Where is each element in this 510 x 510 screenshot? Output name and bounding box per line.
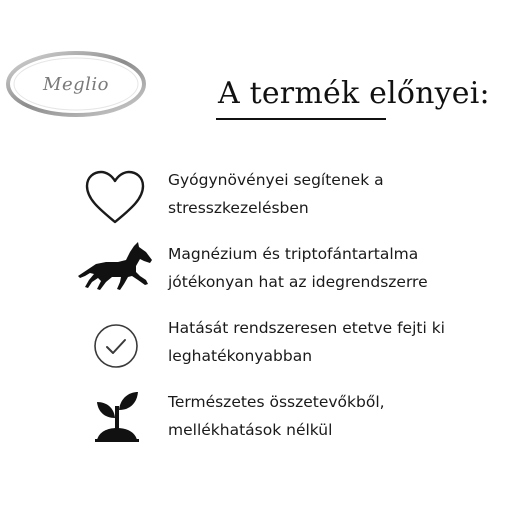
benefit-line: Magnézium és triptofántartalma (168, 245, 419, 263)
benefit-item (168, 388, 488, 444)
horse-icon (76, 240, 156, 296)
sprout-icon (92, 388, 142, 444)
benefit-line: jótékonyan hat az idegrendszerre (168, 273, 428, 291)
logo-text: Meglio (43, 73, 109, 95)
title-underline (216, 118, 386, 120)
check-circle-icon (90, 320, 142, 372)
benefit-line: Gyógynövényei segítenek a (168, 171, 384, 189)
benefit-line: Hatását rendszeresen etetve fejti ki (168, 319, 445, 337)
benefit-item (168, 314, 488, 370)
benefit-line: stresszkezelésben (168, 199, 309, 217)
benefit-line: mellékhatások nélkül (168, 421, 333, 439)
benefit-line: Természetes összetevőkből, (168, 393, 385, 411)
benefit-line: leghatékonyabban (168, 347, 313, 365)
benefit-item (168, 240, 488, 296)
page-title: A termék előnyei: (218, 76, 490, 111)
brand-logo (4, 48, 148, 120)
heart-icon (80, 166, 150, 228)
benefit-item (168, 166, 488, 222)
